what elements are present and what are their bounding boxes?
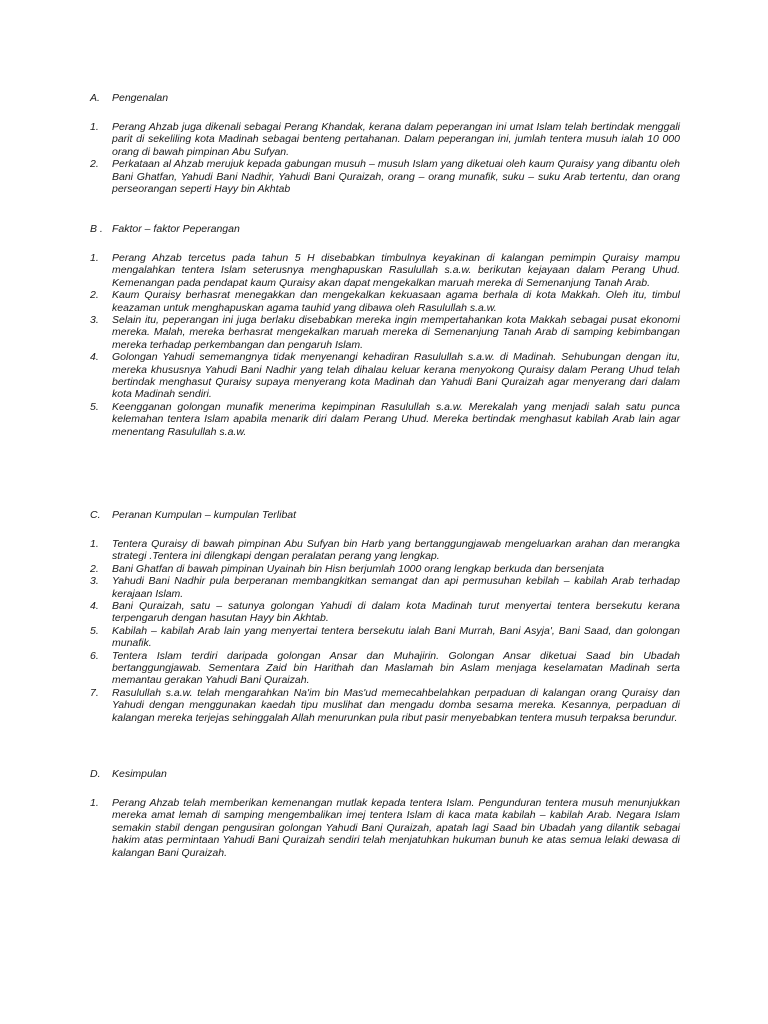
list-item xyxy=(90,650,680,687)
section-title: Peranan Kumpulan – kumpulan Terlibat xyxy=(112,509,297,521)
section-letter: A. xyxy=(90,92,100,104)
section-d-heading xyxy=(90,768,167,780)
list-item xyxy=(90,401,680,438)
section-d-list xyxy=(90,797,680,859)
item-number: 5. xyxy=(90,624,99,637)
item-number: 2. xyxy=(90,158,99,171)
section-a-list xyxy=(90,121,680,195)
item-text: Yahudi Bani Nadhir pula berperanan membangkitkan semangat dan api permusuhan kebilah – kabilah Arab terhadap kerajaan Islam. xyxy=(112,575,680,600)
item-number: 5. xyxy=(90,400,99,413)
item-text: Tentera Quraisy di bawah pimpinan Abu Sufyan bin Harb yang bertanggungjawab mengeluarkan arahan dan merangka strategi .Tentera ini dilengkapi dengan peralatan perang yang lengkap. xyxy=(112,538,680,563)
item-number: 6. xyxy=(90,649,99,662)
section-title: Pengenalan xyxy=(112,92,169,104)
item-number: 1. xyxy=(90,252,99,264)
list-item xyxy=(90,575,680,600)
item-number: 3. xyxy=(90,575,99,588)
section-b-heading xyxy=(90,223,240,235)
item-number: 1. xyxy=(90,797,99,809)
item-number: 1. xyxy=(90,121,99,133)
list-item xyxy=(90,351,680,401)
list-item xyxy=(90,687,680,724)
item-number: 7. xyxy=(90,686,99,699)
item-text: Perkataan al Ahzab merujuk kepada gabungan musuh – musuh Islam yang diketuai oleh kaum Quraisy yang dibantu oleh Bani Ghatfan, Yahudi Bani Nadhir, Yahudi Bani Quraizah, orang – orang munafik, suku – suku Arab tertentu, dan orang perseorangan seperti Hayy bin Akhtab xyxy=(112,158,680,196)
item-text: Bani Quraizah, satu – satunya golongan Yahudi di dalam kota Madinah turut menyertai tentera bersekutu kerana terpengaruh dengan hasutan Hayy bin Akhtab. xyxy=(112,600,680,625)
item-text: Rasulullah s.a.w. telah mengarahkan Na'im bin Mas'ud memecahbelahkan perpaduan di kalangan orang Quraisy dan Yahudi dengan menggunakan kaedah tipu muslihat dan mengadu domba sesama mereka. Kesannya, perpaduan di kalangan mereka terjejas sehinggalah Allah menurunkan pula ribut pasir menyebabkan tentera musuh terpaksa berundur. xyxy=(112,686,680,724)
section-title: Kesimpulan xyxy=(112,768,167,780)
section-title: Faktor – faktor Peperangan xyxy=(112,223,240,235)
list-item xyxy=(90,121,680,158)
item-text: Keengganan golongan munafik menerima kepimpinan Rasulullah s.a.w. Merekalah yang menjadi salah satu punca kelemahan tentera Islam apabila menarik diri dalam Perang Uhud. Mereka bertindak menghasut kabilah Arab lain agar menentang Rasulullah s.a.w. xyxy=(112,400,680,438)
list-item xyxy=(90,600,680,625)
item-text: Bani Ghatfan di bawah pimpinan Uyainah bin Hisn berjumlah 1000 orang lengkap berkuda dan bersenjata xyxy=(112,562,605,575)
item-text: Tentera Islam terdiri daripada golongan Ansar dan Muhajirin. Golongan Ansar diketuai Saad bin Ubadah bertanggungjawab. Sementara Zaid bin Harithah dan Maslamah bin Aslam menjaga keselamatan Madinah serta memantau gerakan Yahudi Bani Quraizah. xyxy=(112,649,680,687)
section-letter: D. xyxy=(90,768,101,780)
item-text: Kaum Quraisy berhasrat menegakkan dan mengekalkan kekuasaan agama berhala di kota Makkah. Oleh itu, timbul keazaman untuk menghapuskan agama tauhid yang dibawa oleh Rasulullah s.a.w. xyxy=(112,289,680,314)
item-number: 3. xyxy=(90,314,99,327)
item-number: 2. xyxy=(90,562,99,575)
item-text: Selain itu, peperangan ini juga berlaku disebabkan mereka ingin mempertahankan kota Makkah sebagai pusat ekonomi mereka. Malah, mereka berhasrat mengekalkan maruah mereka di Semenanjung Tanah Arab di samping kebimbangan mereka terhadap perkembangan dan pengaruh Islam. xyxy=(112,314,680,351)
item-number: 4. xyxy=(90,351,99,364)
list-item xyxy=(90,314,680,351)
item-text: Perang Ahzab tercetus pada tahun 5 H disebabkan timbulnya keyakinan di kalangan pemimpin Quraisy mampu mengalahkan tentera Islam seterusnya menghapuskan Rasulullah s.a.w. berikutan kejayaan dalam Perang Uhud. Kemenangan pada pendapat kaum Quraisy akan dapat mengekalkan maruah mereka di Semenanjung Tanah Arab. xyxy=(112,252,680,289)
item-number: 4. xyxy=(90,600,99,613)
section-c-list xyxy=(90,538,680,724)
list-item xyxy=(90,158,680,195)
section-b-list xyxy=(90,252,680,438)
list-item xyxy=(90,538,680,563)
item-number: 2. xyxy=(90,289,99,302)
item-text: Perang Ahzab juga dikenali sebagai Perang Khandak, kerana dalam peperangan ini umat Islam telah bertindak menggali parit di sekeliling kota Madinah sebagai benteng pertahanan. Dalam peperangan ini, jumlah tentera musuh ialah 10 000 orang di bawah pimpinan Abu Sufyan. xyxy=(112,121,680,158)
item-text: Golongan Yahudi sememangnya tidak menyenangi kehadiran Rasulullah s.a.w. di Madinah. Sehubungan dengan itu, mereka khususnya Yahudi Bani Nadhir yang telah dihalau keluar kerana menyokong Quraisy dalam Perang Uhud telah bertindak menghasut Quraisy supaya menyerang kota Madinah dan Yahudi Bani Quraizah agar menyerang dari dalam kota Madinah sendiri. xyxy=(112,351,680,401)
section-letter: C. xyxy=(90,509,101,521)
list-item xyxy=(90,252,680,289)
section-letter: B . xyxy=(90,223,103,235)
section-a-heading xyxy=(90,92,168,104)
list-item xyxy=(90,797,680,859)
item-number: 1. xyxy=(90,538,99,550)
list-item xyxy=(90,625,680,650)
section-c-heading xyxy=(90,509,296,521)
item-text: Kabilah – kabilah Arab lain yang menyertai tentera bersekutu ialah Bani Murrah, Bani Asyja', Bani Saad, dan golongan munafik. xyxy=(112,624,680,650)
item-text: Perang Ahzab telah memberikan kemenangan mutlak kepada tentera Islam. Pengunduran tentera musuh menunjukkan mereka amat lemah di samping mengembalikan imej tentera Islam di kaca mata kabilah – kabilah Arab. Negara Islam semakin stabil dengan pengusiran golongan Yahudi Bani Quraizah, apatah lagi Saad bin Ubadah yang dilantik sebagai hakim atas permintaan Yahudi Bani Quraizah sendiri telah menjatuhkan hukuman bunuh ke atas semua lelaki dewasa di kalangan Bani Quraizah. xyxy=(112,797,680,859)
list-item xyxy=(90,563,680,575)
list-item xyxy=(90,289,680,314)
